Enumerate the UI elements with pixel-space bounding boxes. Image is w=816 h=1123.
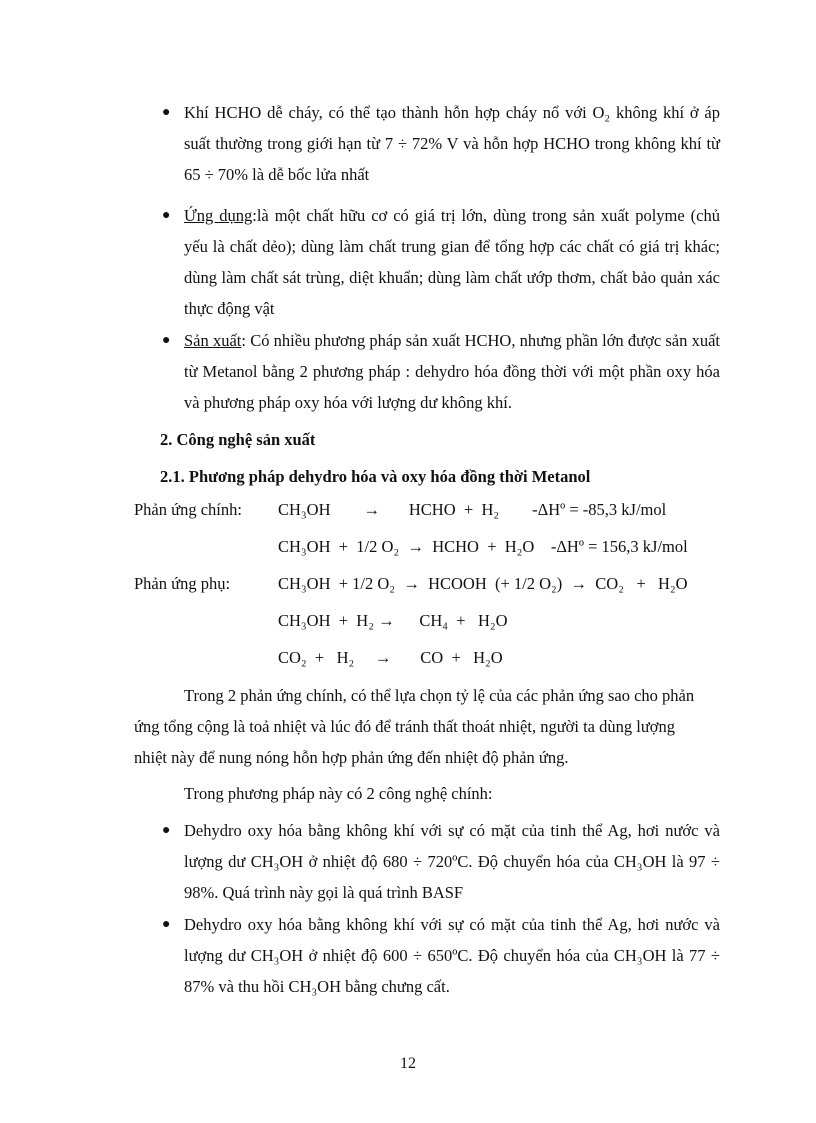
paragraph-line: Trong 2 phản ứng chính, có thể lựa chọn tỷ lệ của các phản ứng sao cho phản: [184, 686, 695, 705]
bullet-production: [162, 325, 720, 418]
paragraph-line: ứng tổng cộng là toả nhiệt và lúc đó để tránh thất thoát nhiệt, người ta dùng lượng: [134, 717, 676, 736]
main-reaction-label: Phản ứng chính:: [134, 500, 242, 519]
bullet-application: [162, 200, 720, 324]
page-number: 12: [400, 1055, 416, 1072]
paragraph: Trong phương pháp này có 2 công nghệ chính:: [184, 784, 493, 803]
reaction-2: CH₃OH + 1/2 O₂ → HCHO + H₂O -ΔHº = 156,3 kJ/mol: [278, 537, 688, 556]
bullet-distillation: [162, 909, 720, 1002]
bullet-text: : Có nhiều phương pháp sản xuất HCHO, nhưng phần lớn được sản xuất từ Metanol bằng 2 phương pháp : dehydro hóa đồng thời với một phần oxy hóa và phương pháp oxy hóa với lượng dư không khí.: [184, 331, 720, 412]
bullet-term: Sản xuất: [184, 331, 242, 350]
side-reaction-label: Phản ứng phụ:: [134, 574, 231, 593]
bullet-text: Dehydro oxy hóa bằng không khí với sự có mặt của tinh thể Ag, hơi nước và lượng dư CH₃OH ở nhiệt độ 680 ÷ 720ºC. Độ chuyển hóa của CH₃OH là 97 ÷ 98%. Quá trình này gọi là quá trình BASF: [184, 821, 720, 902]
paragraph-line: nhiệt này để nung nóng hỗn hợp phản ứng đến nhiệt độ phản ứng.: [134, 748, 569, 767]
bullet-basf: [162, 815, 720, 908]
bullet-dot-icon: ●: [162, 823, 171, 838]
bullet-dot-icon: ●: [162, 208, 171, 223]
section-heading: 2. Công nghệ sản xuất: [160, 430, 316, 449]
reaction-1: CH₃OH → HCHO + H₂ -ΔHº = -85,3 kJ/mol: [278, 500, 667, 519]
reaction-4: CH₃OH + H₂ → CH₄ + H₂O: [278, 611, 508, 630]
reaction-5: CO₂ + H₂ → CO + H₂O: [278, 648, 503, 667]
bullet-dot-icon: ●: [162, 333, 171, 348]
bullet-dot-icon: ●: [162, 917, 171, 932]
bullet-dot-icon: ●: [162, 105, 171, 120]
bullet-text: :là một chất hữu cơ có giá trị lớn, dùng trong sản xuất polyme (chủ yếu là chất dẻo); dùng làm chất trung gian để tổng hợp các chất có giá trị khác; dùng làm chất sát trùng, diệt khuẩn; dùng làm chất ướp thơm, chất bảo quản xác thực động vật: [184, 206, 720, 318]
subsection-heading: 2.1. Phương pháp dehydro hóa và oxy hóa đồng thời Metanol: [160, 467, 591, 486]
bullet-text: Dehydro oxy hóa bằng không khí với sự có mặt của tinh thể Ag, hơi nước và lượng dư CH₃OH ở nhiệt độ 600 ÷ 650ºC. Độ chuyển hóa của CH₃OH là 77 ÷ 87% và thu hồi CH₃OH bằng chưng cất.: [184, 915, 720, 996]
bullet-text: Khí HCHO dễ cháy, có thể tạo thành hỗn hợp cháy nổ với O₂ không khí ở áp suất thường trong giới hạn từ 7 ÷ 72% V và hỗn hợp HCHO trong không khí từ 65 ÷ 70% là dễ bốc lửa nhất: [184, 103, 720, 184]
bullet-flammability: [162, 97, 720, 190]
reaction-3: CH₃OH + 1/2 O₂ → HCOOH (+ 1/2 O₂) → CO₂ + H₂O: [278, 574, 688, 593]
bullet-term: Ứng dụng: [184, 206, 253, 225]
